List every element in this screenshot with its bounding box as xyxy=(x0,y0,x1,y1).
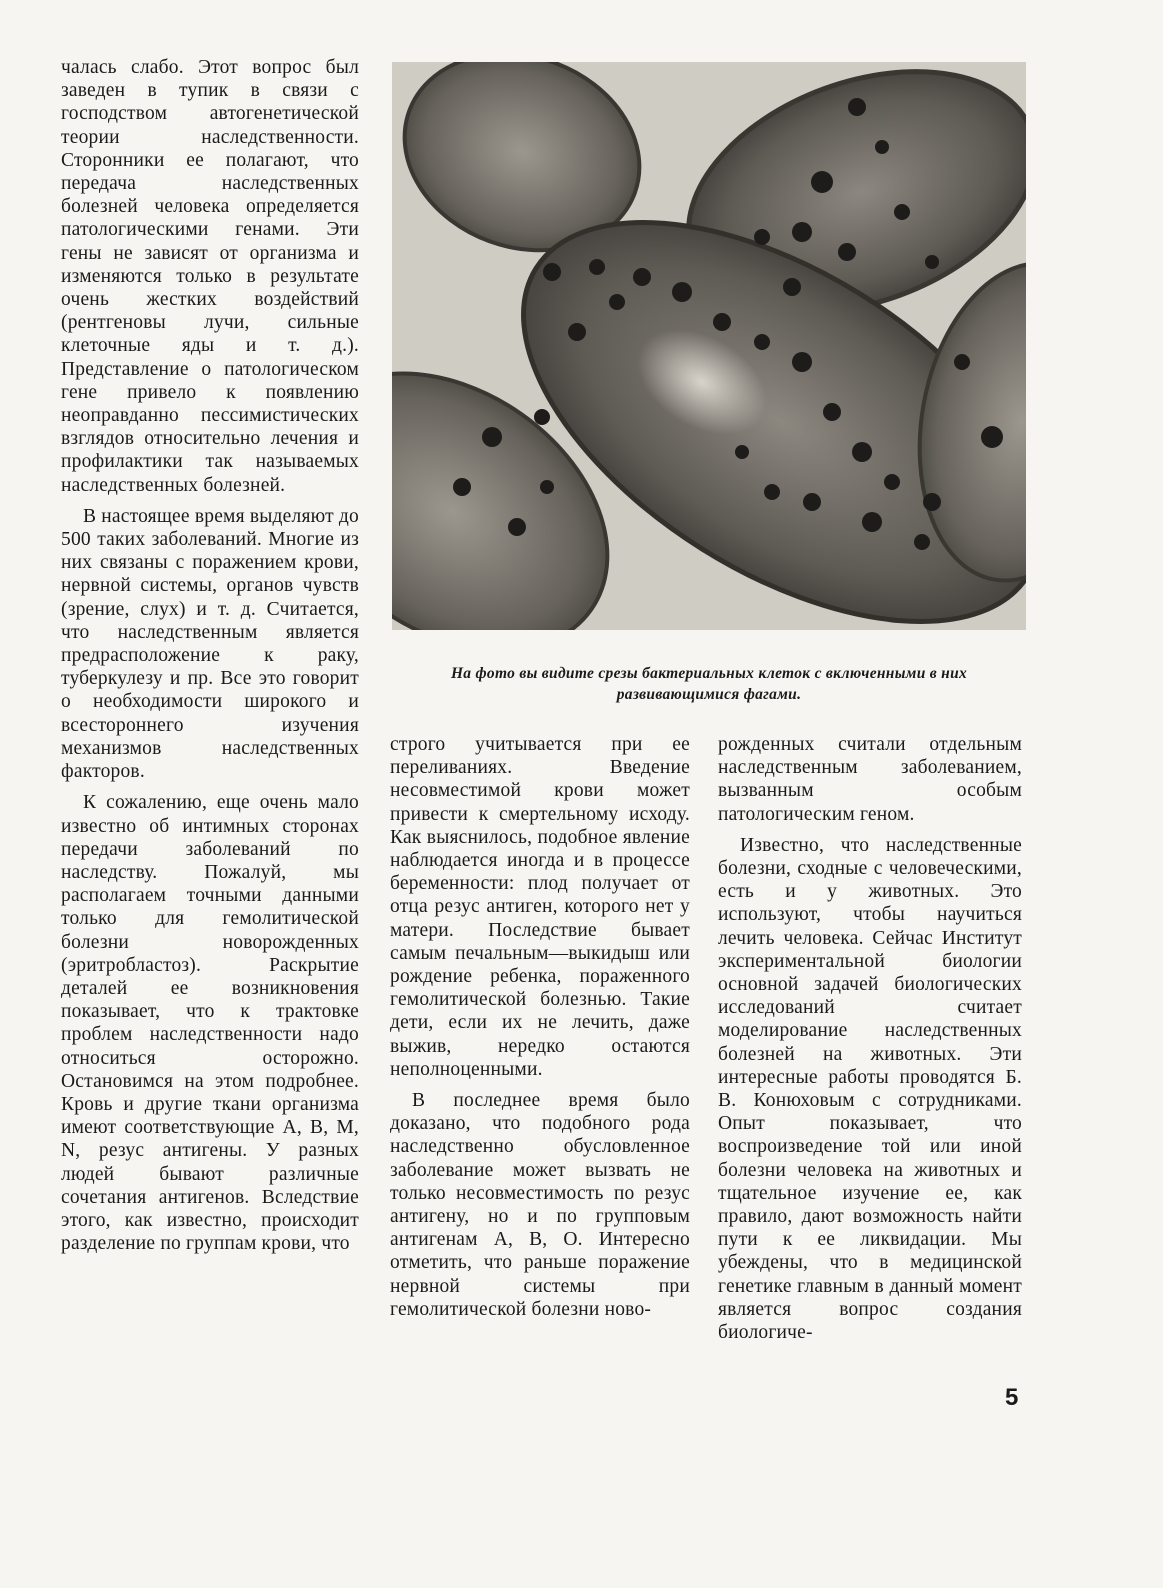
text-column-2 xyxy=(390,733,690,1321)
bacteria-micrograph-image xyxy=(392,62,1026,630)
text-column-1 xyxy=(61,56,359,1255)
paragraph: чалась слабо. Этот вопрос был заведен в тупик в связи с господством автогенетической теории наследственности. Сторонники ее полагают, что передача наследственных болезней человека определяется патологическими генами. Эти гены не зависят от организма и изменяются только в результате очень жестких воздействий (рентгеновы лучи, сильные клеточные яды и т. д.). Представление о патологическом гене привело к появлению неоправданно пессимистических взглядов относительно лечения и профилактики так называемых наследственных болезней. xyxy=(61,57,359,496)
micrograph-photo xyxy=(392,62,1026,630)
page-number: 5 xyxy=(1005,1384,1019,1411)
text-column-3 xyxy=(718,733,1022,1344)
figure-caption: На фото вы видите срезы бактериальных клеток с включенными в них развивающимися фагами. xyxy=(450,665,968,703)
paragraph: строго учитывается при ее переливаниях. Введение несовместимой крови может привести к смертельному исходу. Как выяснилось, подобное явление наблюдается иногда и в процессе беременности: плод получает от отца резус антиген, которого нет у матери. Последствие бывает самым печальным—выкидыш или рождение ребенка, пораженного гемолитической болезнью. Такие дети, если их не лечить, даже выжив, нередко остаются неполноценными. xyxy=(390,734,690,1080)
paragraph: В последнее время было доказано, что подобного рода наследственно обусловленное заболевание может вызвать не только несовместимость по резус антигену, но и по групповым антигенам А, В, О. Интересно отметить, что раньше поражение нервной системы при гемолитической болезни ново- xyxy=(390,1090,690,1320)
paragraph: К сожалению, еще очень мало известно об интимных сторонах передачи заболеваний по наследству. Пожалуй, мы располагаем точными данными только для гемолитической болезни новорожденных (эритробластоз). Раскрытие деталей ее возникновения показывает, что к трактовке проблем наследственности надо относиться осторожно. Остановимся на этом подробнее. Кровь и другие ткани организма имеют соответствующие А, В, М, N, резус антигены. У разных людей бывают различные сочетания антигенов. Вследствие этого, как известно, происходит разделение по группам крови, что xyxy=(61,792,359,1255)
paragraph: Известно, что наследственные болезни, сходные с человеческими, есть и у животных. Это используют, чтобы научиться лечить человека. Сейчас Институт экспериментальной биологии основной задачей биологических исследований считает моделирование наследственных болезней на животных. Эти интересные работы проводятся Б. В. Конюховым с сотрудниками. Опыт показывает, что воспроизведение той или иной болезни человека на животных и тщательное изучение ее, как правило, дают возможность найти пути к ее ликвидации. Мы убеждены, что в медицинской генетике главным в данный момент является вопрос создания биологиче- xyxy=(718,834,1022,1344)
paragraph: рожденных считали отдельным наследственным заболеванием, вызванным особым патологическим геном. xyxy=(718,734,1022,825)
paragraph: В настоящее время выделяют до 500 таких заболеваний. Многие из них связаны с поражением крови, нервной системы, органов чувств (зрение, слух) и т. д. Считается, что наследственным является предрасположение к раку, туберкулезу и пр. Все это говорит о необходимости широкого и всестороннего изучения механизмов наследственных факторов. xyxy=(61,505,360,783)
